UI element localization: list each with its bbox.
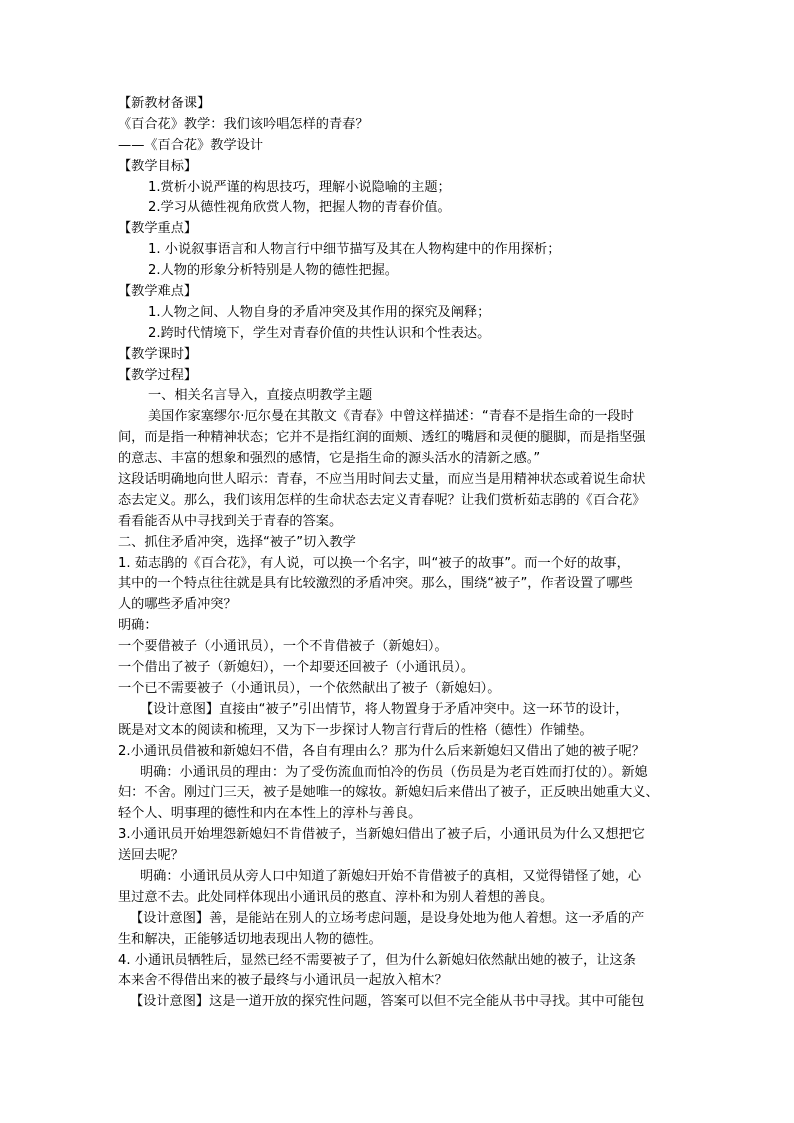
- paragraph-line: 间，而是指一种精神状态；它并不是指红润的面颊、透红的嘴唇和灵便的腿脚，而是指坚强: [118, 430, 646, 446]
- paragraph-line: 里过意不去。此处同样体现出小通讯员的憨直、淳朴和为别人着想的善良。: [118, 889, 554, 905]
- paragraph-line: 一个借出了被子（新媳妇），一个却要还回被子（小通讯员）。: [118, 660, 475, 676]
- paragraph-line: 2.小通讯员借被和新媳妇不借，各自有理由么？那为什么后来新媳妇又借出了她的被子呢？: [118, 743, 645, 759]
- paragraph-line: 4. 小通讯员牺牲后，显然已经不需要被子了，但为什么新媳妇依然献出她的被子，让这条: [118, 952, 636, 968]
- section-heading: 【教学重点】: [118, 221, 198, 237]
- paragraph-line: 态去定义。那么，我们该用怎样的生命状态去定义青春呢？让我们赏析茹志鹃的《百合花》: [118, 492, 646, 508]
- paragraph-line: 既是对文本的阅读和梳理，又为下一步探讨人物言行背后的性格（德性）作铺垫。: [118, 722, 593, 738]
- document-title: 《百合花》教学：我们该吟唱怎样的青春？: [118, 116, 369, 132]
- paragraph-line: 明确：: [118, 618, 158, 634]
- section-heading: 【教学课时】: [118, 346, 198, 362]
- paragraph-line: 一个已不需要被子（小通讯员），一个依然献出了被子（新媳妇）。: [118, 680, 501, 696]
- paragraph-line: 看看能否从中寻找到关于青春的答案。: [118, 513, 343, 529]
- list-item: 2.人物的形象分析特别是人物的德性把握。: [148, 263, 398, 279]
- section-heading: 【教学目标】: [118, 158, 198, 174]
- paragraph-line: 本来舍不得借出来的被子最终与小通讯员一起放入棺木？: [118, 973, 448, 989]
- paragraph-line: 生和解决，正能够适切地表现出人物的德性。: [118, 931, 382, 947]
- document-subtitle: ——《百合花》教学设计: [118, 137, 264, 153]
- paragraph-line: 【设计意图】直接由“被子”引出情节，将人物置身于矛盾冲突中。这一环节的设计，: [140, 701, 629, 717]
- paragraph-line: 美国作家塞缪尔·厄尔曼在其散文《青春》中曾这样描述：“青春不是指生命的一段时: [148, 409, 634, 425]
- paragraph-line: 明确：小通讯员从旁人口中知道了新媳妇开始不肯借被子的真相，又觉得错怪了她，心: [140, 868, 642, 884]
- section-heading: 【教学过程】: [118, 367, 198, 383]
- paragraph-line: 人的哪些矛盾冲突？: [118, 597, 237, 613]
- paragraph-line: 1. 茹志鹃的《百合花》，有人说，可以换一个名字，叫“被子的故事”。而一个好的故事，: [118, 555, 630, 571]
- paragraph-line: 这段话明确地向世人昭示：青春，不应当用时间去丈量，而应当是用精神状态或着说生命状: [118, 472, 646, 488]
- paragraph-line: 明确：小通讯员的理由：为了受伤流血而怕冷的伤员（伤员是为老百姓而打仗的）。新媳: [140, 764, 648, 780]
- section-heading: 【教学难点】: [118, 284, 198, 300]
- paragraph-line: 3.小通讯员开始埋怨新媳妇不肯借被子，当新媳妇借出了被子后，小通讯员为什么又想把它: [118, 827, 645, 843]
- paragraph-line: 妇：不舍。刚过门三天，被子是她唯一的嫁妆。新媳妇后来借出了被子，正反映出她重大义、: [118, 785, 659, 801]
- paragraph-line: 其中的一个特点往往就是具有比较激烈的矛盾冲突。那么，围绕“被子”，作者设置了哪些: [118, 576, 633, 592]
- subsection-heading: 二、抓住矛盾冲突，选择“被子”切入教学: [118, 534, 356, 550]
- paragraph-line: 【设计意图】善，是能站在别人的立场考虑问题，是设身处地为他人着想。这一矛盾的产: [130, 910, 645, 926]
- subsection-heading: 一、相关名言导入，直接点明教学主题: [148, 388, 373, 404]
- paragraph-line: 的意志、丰富的想象和强烈的感情，它是指生命的源头活水的清新之感。”: [118, 451, 541, 467]
- document-page: [118, 94, 688, 1013]
- paragraph-line: 送回去呢？: [118, 848, 184, 864]
- paragraph-line: 【设计意图】这是一道开放的探究性问题，答案可以但不完全能从书中寻找。其中可能包: [130, 994, 645, 1010]
- list-item: 1.赏析小说严谨的构思技巧，理解小说隐喻的主题；: [148, 179, 451, 195]
- paragraph-line: 轻个人、明事理的德性和内在本性上的淳朴与善良。: [118, 806, 422, 822]
- list-item: 1.人物之间、人物自身的矛盾冲突及其作用的探究及阐释；: [148, 304, 491, 320]
- list-item: 2.跨时代情境下，学生对青春价值的共性认识和个性表达。: [148, 325, 491, 341]
- section-heading: 【新教材备课】: [118, 96, 211, 111]
- list-item: 2.学习从德性视角欣赏人物，把握人物的青春价值。: [148, 200, 451, 216]
- list-item: 1. 小说叙事语言和人物言行中细节描写及其在人物构建中的作用探析；: [148, 242, 561, 258]
- paragraph-line: 一个要借被子（小通讯员），一个不肯借被子（新媳妇）。: [118, 639, 448, 655]
